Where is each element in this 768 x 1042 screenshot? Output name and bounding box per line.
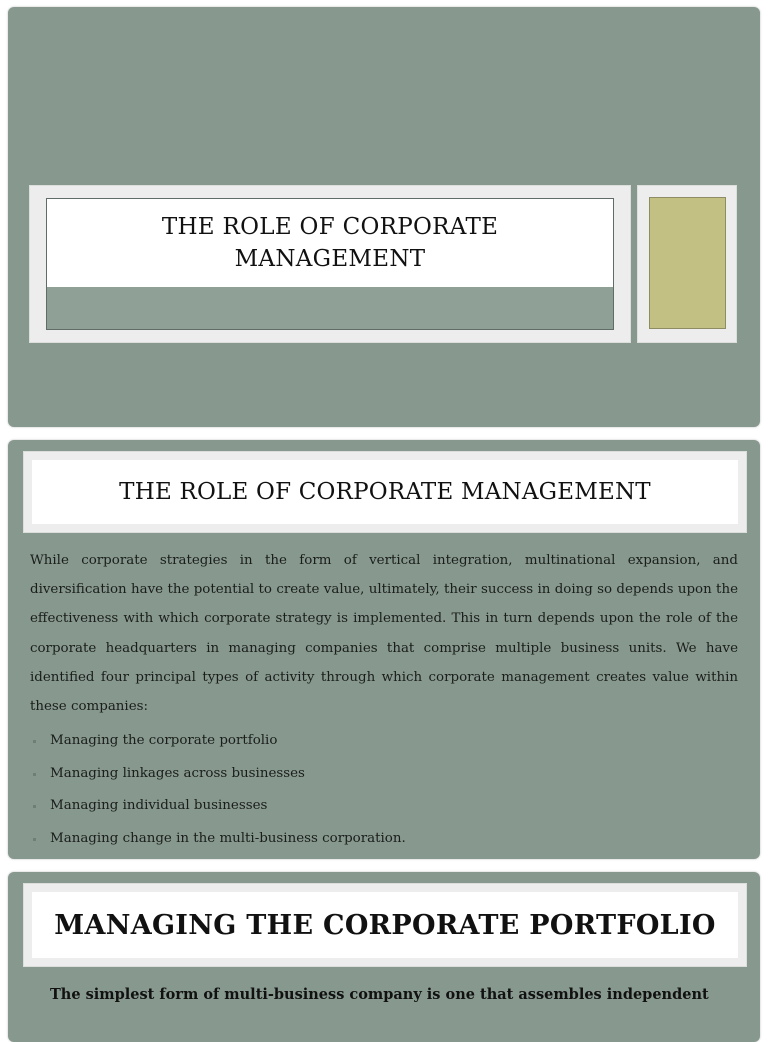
- slide-title-bar: [23, 883, 747, 967]
- title-box: [46, 198, 614, 330]
- title-slide: [8, 7, 760, 427]
- slide-heading: MANAGING THE CORPORATE PORTFOLIO: [54, 909, 716, 941]
- slide-title: THE ROLE OF CORPORATE MANAGEMENT: [161, 214, 499, 272]
- slide-title-bar: [23, 451, 747, 533]
- bullet-item: Managing the corporate portfolio: [30, 725, 738, 758]
- slide-title-area: [32, 460, 738, 524]
- accent-frame: [637, 185, 737, 343]
- bullet-list: [30, 725, 738, 855]
- body-paragraph: The simplest form of multi-business company is one that assembles independent: [50, 986, 709, 1003]
- bullet-item: Managing change in the multi-business corporation.: [30, 823, 738, 856]
- body-paragraph: While corporate strategies in the form of vertical integration, multinational expansion, and diversification have the potential to create value, ultimately, their success in doing so depends upon the effectiveness with which corporate strategy is implemented. This in turn depends upon the role of the corporate headquarters in managing companies that comprise multiple business units. We have identified four principal types of activity through which corporate management creates value within these companies:: [30, 553, 738, 715]
- title-area: [47, 199, 613, 287]
- content-slide: [8, 872, 760, 1042]
- title-frame: [29, 185, 631, 343]
- bullet-item: Managing linkages across businesses: [30, 758, 738, 791]
- content-slide: [8, 440, 760, 859]
- slide-heading: THE ROLE OF CORPORATE MANAGEMENT: [119, 479, 651, 505]
- accent-block: [649, 197, 726, 329]
- slide-title-area: [32, 892, 738, 958]
- bullet-item: Managing individual businesses: [30, 790, 738, 823]
